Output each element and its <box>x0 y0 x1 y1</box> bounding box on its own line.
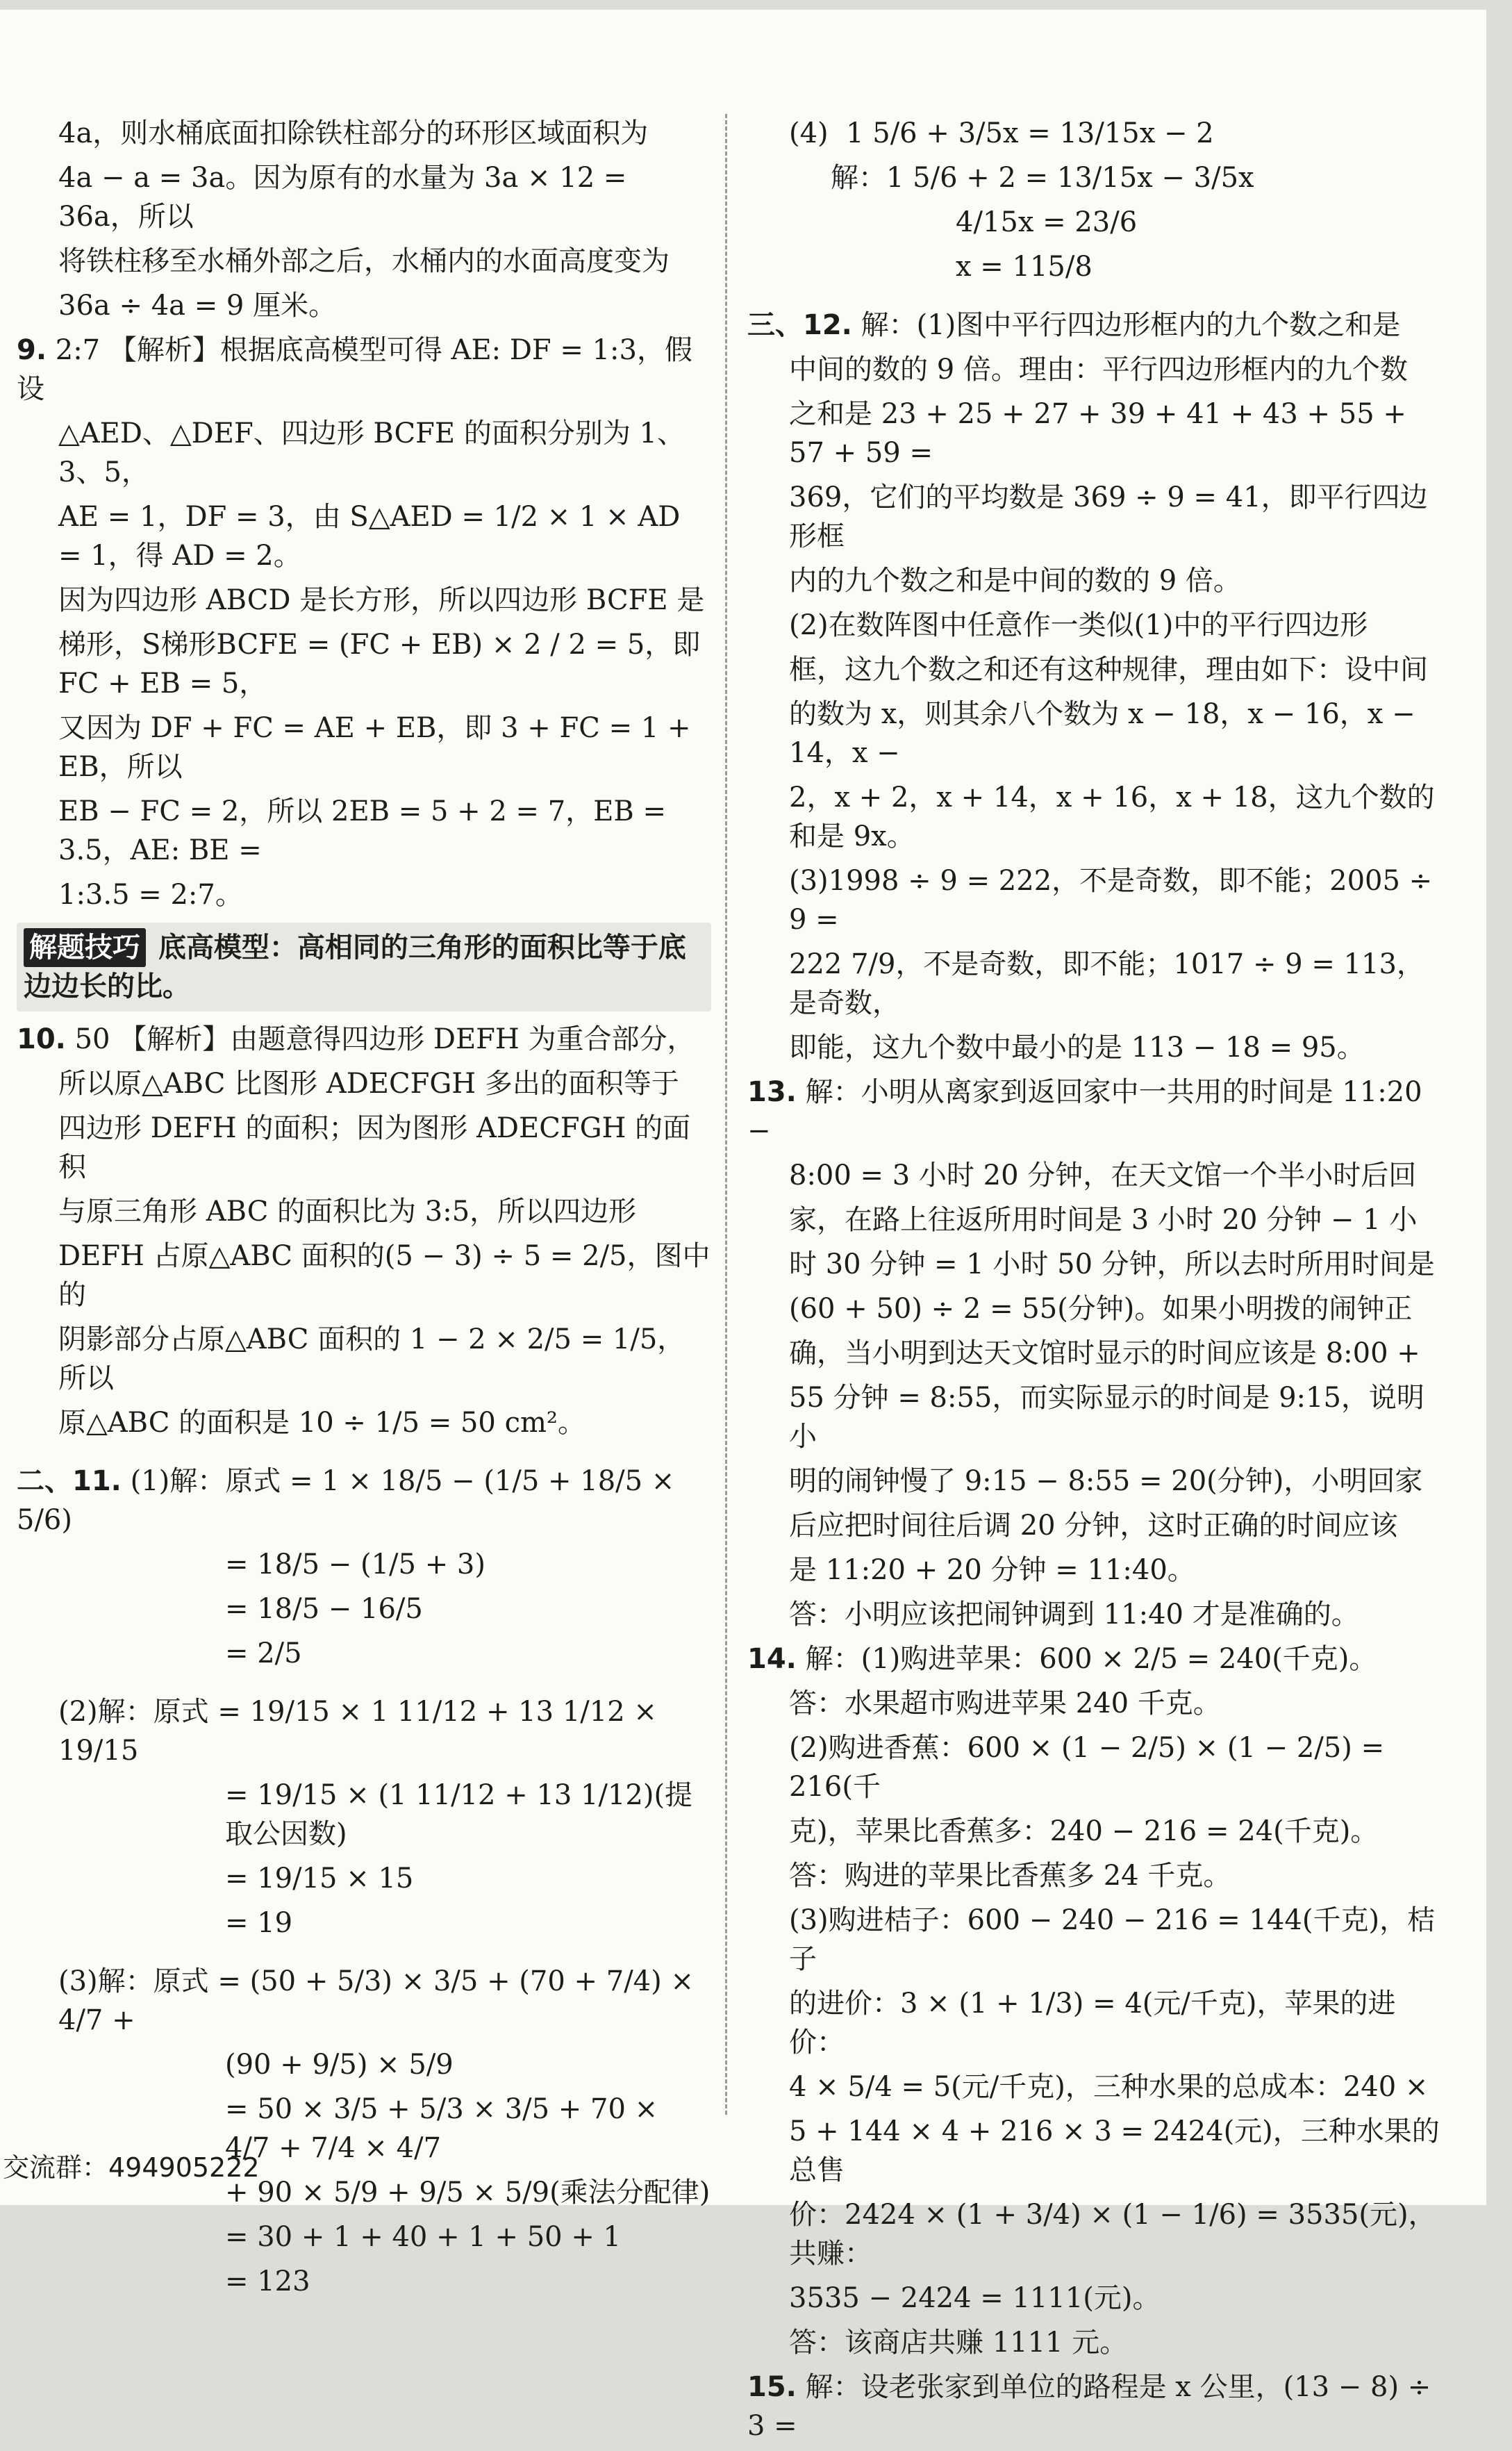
tip-badge: 解题技巧 <box>24 928 146 967</box>
text-line: 解：(1)购进苹果：600 × 2/5 = 240(千克)。 <box>805 1643 1377 1675</box>
text-line: 与原三角形 ABC 的面积比为 3:5，所以四边形 <box>58 1196 637 1228</box>
text-line: 四边形 DEFH 的面积；因为图形 ADECFGH 的面积 <box>58 1112 691 1183</box>
left-column <box>17 114 711 2306</box>
text-line: (3)解：原式 = (50 + 5/3) × 3/5 + (70 + 7/4) × 4/7 + <box>58 1965 703 2036</box>
text-line: 1:3.5 = 2:7。 <box>58 879 243 911</box>
text-line: 内的九个数之和是中间的数的 9 倍。 <box>789 565 1241 597</box>
text-line: = 18/5 − (1/5 + 3) <box>225 1549 485 1581</box>
text-line: 的数为 x，则其余八个数为 x − 18，x − 16，x − 14，x − <box>789 698 1424 769</box>
text-line: 3535 − 2424 = 1111(元)。 <box>789 2282 1161 2314</box>
text-line: 阴影部分占原△ABC 面积的 1 − 2 × 2/5 = 1/5，所以 <box>58 1323 686 1394</box>
q8-continuation <box>17 114 711 325</box>
text-line: 50 【解析】由题意得四边形 DEFH 为重合部分， <box>74 1023 695 1055</box>
text-line: (1)解：原式 = 1 × 18/5 − (1/5 + 18/5 × 5/6) <box>17 1465 684 1536</box>
problem-solving-tip <box>17 923 711 1012</box>
text-line: 8:00 = 3 小时 20 分钟，在天文馆一个半小时后回 <box>789 1160 1417 1191</box>
text-line: = 19/15 × (1 11/12 + 13 1/12)(提取公因数) <box>225 1779 693 1850</box>
text-line: (3)购进桔子：600 − 240 − 216 = 144(千克)，桔子 <box>789 1904 1436 1975</box>
text-line: 确，当小明到达天文馆时显示的时间应该是 8:00 + <box>789 1337 1420 1369</box>
text-line: 框，这九个数之和还有这种规律，理由如下：设中间 <box>789 654 1428 686</box>
text-line: AE = 1，DF = 3，由 S△AED = 1/2 × 1 × AD = 1，得 AD = 2。 <box>58 501 690 572</box>
text-line: 之和是 23 + 25 + 27 + 39 + 41 + 43 + 55 + 57 + 59 = <box>789 398 1415 469</box>
text-line: 克)，苹果比香蕉多：240 − 216 = 24(千克)。 <box>789 1815 1379 1847</box>
text-line: (2)购进香蕉：600 × (1 − 2/5) × (1 − 2/5) = 216(千 <box>789 1732 1393 1803</box>
text-line: 又因为 DF + FC = AE + EB，即 3 + FC = 1 + EB，所以 <box>58 712 700 783</box>
text-line: = 123 <box>225 2266 310 2297</box>
text-line: x = 115/8 <box>956 251 1093 283</box>
text-line: = 19/15 × 15 <box>225 1863 414 1895</box>
text-line: 36a ÷ 4a = 9 厘米。 <box>58 290 337 322</box>
text-line: 4a − a = 3a。因为原有的水量为 3a × 12 = 36a，所以 <box>58 162 636 233</box>
question-13 <box>747 1073 1442 1634</box>
question-12 <box>747 306 1442 1067</box>
text-line: 中间的数的 9 倍。理由：平行四边形框内的九个数 <box>789 354 1408 386</box>
text-line: 梯形，S梯形BCFE = (FC + EB) × 2 / 2 = 5，即 FC + EB = 5， <box>58 629 710 700</box>
text-line: 解：1 5/6 + 2 = 13/15x − 3/5x <box>831 162 1254 194</box>
text-line: (4) 1 5/6 + 3/5x = 13/15x − 2 <box>789 117 1214 149</box>
text-line: 答：水果超市购进苹果 240 千克。 <box>789 1687 1221 1719</box>
text-line: 将铁柱移至水桶外部之后，水桶内的水面高度变为 <box>58 245 670 277</box>
text-line: (60 + 50) ÷ 2 = 55(分钟)。如果小明拨的闹钟正 <box>789 1293 1413 1325</box>
question-9 <box>17 331 711 914</box>
text-line: 答：该商店共赚 1111 元。 <box>789 2327 1128 2359</box>
text-line: (3)1998 ÷ 9 = 222，不是奇数，即不能；2005 ÷ 9 = <box>789 865 1441 936</box>
text-line: 家，在路上往返所用时间是 3 小时 20 分钟 − 1 小 <box>789 1204 1418 1236</box>
text-line: 时 30 分钟 = 1 小时 50 分钟，所以去时所用时间是 <box>789 1248 1435 1280</box>
footer-group-number: 交流群：494905222 <box>3 2152 260 2183</box>
text-line: 2:7 【解析】根据底高模型可得 AE: DF = 1:3，假设 <box>17 334 692 405</box>
text-line: 后应把时间往后调 20 分钟，这时正确的时间应该 <box>789 1510 1398 1542</box>
question-number: 三、12. <box>747 309 852 341</box>
text-line: △AED、△DEF、四边形 BCFE 的面积分别为 1、3、5， <box>58 418 685 488</box>
right-column <box>747 114 1442 2451</box>
text-line: 222 7/9，不是奇数，即不能；1017 ÷ 9 = 113，是奇数， <box>789 948 1424 1019</box>
text-line: (2)解：原式 = 19/15 × 1 11/12 + 13 1/12 × 19/15 <box>58 1696 666 1767</box>
text-line: 解：设老张家到单位的路程是 x 公里，(13 − 8) ÷ 3 = <box>747 2371 1440 2442</box>
text-line: 即能，这九个数中最小的是 113 − 18 = 95。 <box>789 1032 1365 1064</box>
question-number: 13. <box>747 1076 797 1108</box>
question-number: 15. <box>747 2371 797 2403</box>
text-line: (2)在数阵图中任意作一类似(1)中的平行四边形 <box>789 609 1368 641</box>
question-number: 二、11. <box>17 1465 122 1497</box>
text-line: (90 + 9/5) × 5/9 <box>225 2049 454 2081</box>
question-11-part-4 <box>747 114 1442 286</box>
tip-text: 底高模型：高相同的三角形的面积比等于底边边长的比。 <box>24 931 686 1002</box>
text-line: 原△ABC 的面积是 10 ÷ 1/5 = 50 cm²。 <box>58 1407 585 1439</box>
text-line: 的进价：3 × (1 + 1/3) = 4(元/千克)，苹果的进价： <box>789 1988 1396 2058</box>
text-line: 价：2424 × (1 + 3/4) × (1 − 1/6) = 3535(元)，共赚： <box>789 2199 1436 2270</box>
column-divider <box>725 114 727 2115</box>
text-line: = 50 × 3/5 + 5/3 × 3/5 + 70 × 4/7 + 7/4 × 4/7 <box>225 2093 667 2164</box>
text-line: 解：小明从离家到返回家中一共用的时间是 11:20 − <box>747 1076 1431 1147</box>
text-line: 4/15x = 23/6 <box>956 206 1138 238</box>
text-line: 答：小明应该把闹钟调到 11:40 才是准确的。 <box>789 1599 1359 1631</box>
text-line: 4 × 5/4 = 5(元/千克)，三种水果的总成本：240 × <box>789 2071 1429 2103</box>
text-line: 答：购进的苹果比香蕉多 24 千克。 <box>789 1860 1231 1892</box>
question-number: 14. <box>747 1643 797 1675</box>
text-line: 是 11:20 + 20 分钟 = 11:40。 <box>789 1554 1195 1586</box>
text-line: = 18/5 − 16/5 <box>225 1593 423 1625</box>
text-line: 明的闹钟慢了 9:15 − 8:55 = 20(分钟)，小明回家 <box>789 1465 1423 1497</box>
question-15 <box>747 2368 1442 2445</box>
text-line: EB − FC = 2，所以 2EB = 5 + 2 = 7，EB = 3.5，AE: BE = <box>58 795 675 866</box>
question-number: 9. <box>17 334 47 366</box>
text-line: 5 + 144 × 4 + 216 × 3 = 2424(元)，三种水果的总售 <box>789 2115 1440 2186</box>
question-10 <box>17 1020 711 1442</box>
question-number: 10. <box>17 1023 66 1055</box>
text-line: 4a，则水桶底面扣除铁柱部分的环形区域面积为 <box>58 117 649 149</box>
text-line: 解：(1)图中平行四边形框内的九个数之和是 <box>861 309 1401 341</box>
text-line: = 19 <box>225 1907 293 1939</box>
question-14 <box>747 1640 1442 2362</box>
text-line: 因为四边形 ABCD 是长方形，所以四边形 BCFE 是 <box>58 584 705 616</box>
text-line: + 90 × 5/9 + 9/5 × 5/9(乘法分配律) <box>225 2177 711 2209</box>
text-line: 369，它们的平均数是 369 ÷ 9 = 41，即平行四边形框 <box>789 481 1428 552</box>
text-line: = 2/5 <box>225 1637 302 1669</box>
text-line: DEFH 占原△ABC 面积的(5 − 3) ÷ 5 = 2/5，图中的 <box>58 1240 711 1311</box>
text-line: 所以原△ABC 比图形 ADECFGH 多出的面积等于 <box>58 1068 679 1100</box>
text-line: 2，x + 2，x + 14，x + 16，x + 18，这九个数的和是 9x。 <box>789 782 1435 852</box>
answer-page <box>0 10 1486 2442</box>
text-line: 55 分钟 = 8:55，而实际显示的时间是 9:15，说明小 <box>789 1382 1424 1453</box>
text-line: = 30 + 1 + 40 + 1 + 50 + 1 <box>225 2221 621 2253</box>
